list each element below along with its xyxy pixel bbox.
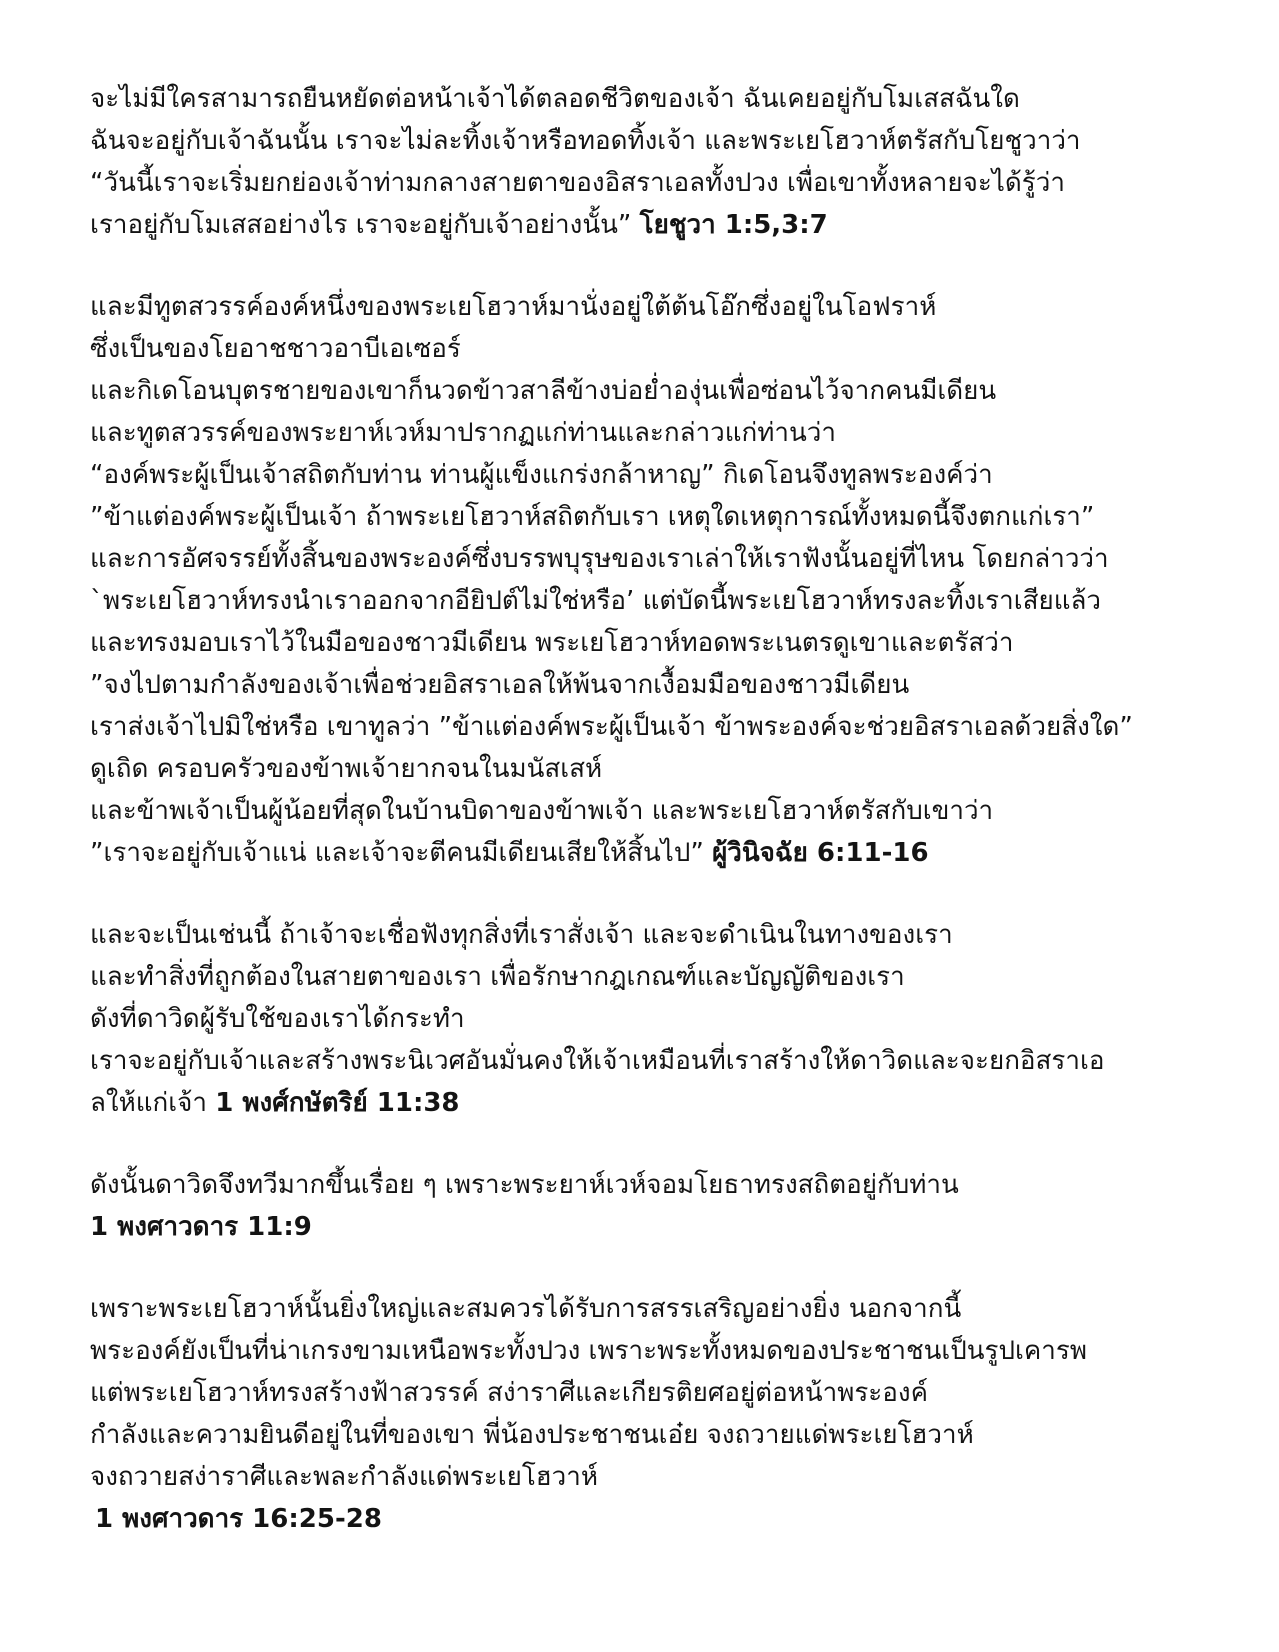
text-line: เราจะอยู่กับเจ้าและสร้างพระนิเวศอันมั่นคงให้เจ้าเหมือนที่เราสร้างให้ดาวิดและจะยกอิสราเอ	[90, 1046, 1105, 1076]
text-line: และทูตสวรรค์ของพระยาห์เวห์มาปรากฏแก่ท่านและกล่าวแก่ท่านว่า	[90, 418, 836, 448]
passage-1-chronicles-11	[90, 1164, 1219, 1248]
text-line: ดังนั้นดาวิดจึงทวีมากขึ้นเรื่อย ๆ เพราะพระยาห์เวห์จอมโยธาทรงสถิตอยู่กับท่าน	[90, 1170, 959, 1200]
text-line: จงถวายสง่าราศีและพละกำลังแด่พระเยโฮวาห์	[90, 1462, 599, 1492]
text-line: จะไม่มีใครสามารถยืนหยัดต่อหน้าเจ้าได้ตลอดชีวิตของเจ้า ฉันเคยอยู่กับโมเสสฉันใด	[90, 84, 1020, 114]
text-line: กำลังและความยินดีอยู่ในที่ของเขา พี่น้องประชาชนเอ๋ย จงถวายแด่พระเยโฮวาห์	[90, 1420, 974, 1450]
text-line: พระองค์ยังเป็นที่น่าเกรงขามเหนือพระทั้งปวง เพราะพระทั้งหมดของประชาชนเป็นรูปเคารพ	[90, 1336, 1087, 1366]
scripture-reference: โยชูวา 1:5,3:7	[639, 210, 828, 240]
passage-judges	[90, 286, 1219, 874]
text-line: และทำสิ่งที่ถูกต้องในสายตาของเรา เพื่อรักษากฎเกณฑ์และบัญญัติของเรา	[90, 962, 905, 992]
text-line: เราส่งเจ้าไปมิใช่หรือ เขาทูลว่า ”ข้าแต่องค์พระผู้เป็นเจ้า ข้าพระองค์จะช่วยอิสราเอลด้วยสิ่งใด”	[90, 712, 1133, 742]
text-fragment: ”เราจะอยู่กับเจ้าแน่ และเจ้าจะตีคนมีเดียนเสียให้สิ้นไป”	[90, 838, 704, 868]
text-fragment: ลให้แก่เจ้า	[90, 1088, 207, 1118]
passage-1-kings	[90, 914, 1219, 1124]
text-line: และข้าพเจ้าเป็นผู้น้อยที่สุดในบ้านบิดาของข้าพเจ้า และพระเยโฮวาห์ตรัสกับเขาว่า	[90, 796, 994, 826]
text-line-with-reference	[90, 832, 1219, 874]
scripture-reference: 1 พงศ์กษัตริย์ 11:38	[215, 1088, 460, 1118]
text-line: ดูเถิด ครอบครัวของข้าพเจ้ายากจนในมนัสเสห์	[90, 754, 603, 784]
text-line: และการอัศจรรย์ทั้งสิ้นของพระองค์ซึ่งบรรพบุรุษของเราเล่าให้เราฟังนั้นอยู่ที่ไหน โดยกล่าวว่า	[90, 544, 1109, 574]
text-line: และทรงมอบเราไว้ในมือของชาวมีเดียน พระเยโฮวาห์ทอดพระเนตรดูเขาและตรัสว่า	[90, 628, 1014, 658]
text-line: ”ข้าแต่องค์พระผู้เป็นเจ้า ถ้าพระเยโฮวาห์สถิตกับเรา เหตุใดเหตุการณ์ทั้งหมดนี้จึงตกแก่เรา”	[90, 502, 1095, 532]
text-line: ซึ่งเป็นของโยอาชชาวอาบีเอเซอร์	[90, 334, 461, 364]
text-line: และกิเดโอนบุตรชายของเขาก็นวดข้าวสาลีข้างบ่อย่ำองุ่นเพื่อซ่อนไว้จากคนมีเดียน	[90, 376, 997, 406]
text-line: “วันนี้เราจะเริ่มยกย่องเจ้าท่ามกลางสายตาของอิสราเอลทั้งปวง เพื่อเขาทั้งหลายจะได้รู้ว่า	[90, 168, 1065, 198]
text-line: และมีทูตสวรรค์องค์หนึ่งของพระเยโฮวาห์มานั่งอยู่ใต้ต้นโอ๊กซึ่งอยู่ในโอฟราห์	[90, 292, 937, 322]
text-line: เพราะพระเยโฮวาห์นั้นยิ่งใหญ่และสมควรได้รับการสรรเสริญอย่างยิ่ง นอกจากนี้	[90, 1294, 962, 1324]
text-line: แต่พระเยโฮวาห์ทรงสร้างฟ้าสวรรค์ สง่าราศีและเกียรติยศอยู่ต่อหน้าพระองค์	[90, 1378, 928, 1408]
text-line: “องค์พระผู้เป็นเจ้าสถิตกับท่าน ท่านผู้แข็งแกร่งกล้าหาญ” กิเดโอนจึงทูลพระองค์ว่า	[90, 460, 993, 490]
text-line: `พระเยโฮวาห์ทรงนำเราออกจากอียิปต์ไม่ใช่หรือ’ แต่บัดนี้พระเยโฮวาห์ทรงละทิ้งเราเสียแล้ว	[90, 586, 1102, 616]
text-line: และจะเป็นเช่นนี้ ถ้าเจ้าจะเชื่อฟังทุกสิ่งที่เราสั่งเจ้า และจะดำเนินในทางของเรา	[90, 920, 953, 950]
text-line: ฉันจะอยู่กับเจ้าฉันนั้น เราจะไม่ละทิ้งเจ้าหรือทอดทิ้งเจ้า และพระเยโฮวาห์ตรัสกับโยชูวาว่า	[90, 126, 1081, 156]
text-fragment: เราอยู่กับโมเสสอย่างไร เราจะอยู่กับเจ้าอย่างนั้น”	[90, 210, 632, 240]
scripture-reference: ผู้วินิจฉัย 6:11-16	[712, 838, 929, 868]
text-line-with-reference	[90, 204, 1219, 246]
passage-joshua	[90, 78, 1219, 246]
text-line-with-reference	[90, 1082, 1219, 1124]
text-line: ”จงไปตามกำลังของเจ้าเพื่อช่วยอิสราเอลให้พ้นจากเงื้อมมือของชาวมีเดียน	[90, 670, 910, 700]
scripture-reference: 1 พงศาวดาร 16:25-28	[95, 1504, 382, 1534]
text-line: ดังที่ดาวิดผู้รับใช้ของเราได้กระทำ	[90, 1004, 465, 1034]
passage-1-chronicles-16	[90, 1288, 1219, 1540]
scripture-reference: 1 พงศาวดาร 11:9	[90, 1212, 312, 1242]
